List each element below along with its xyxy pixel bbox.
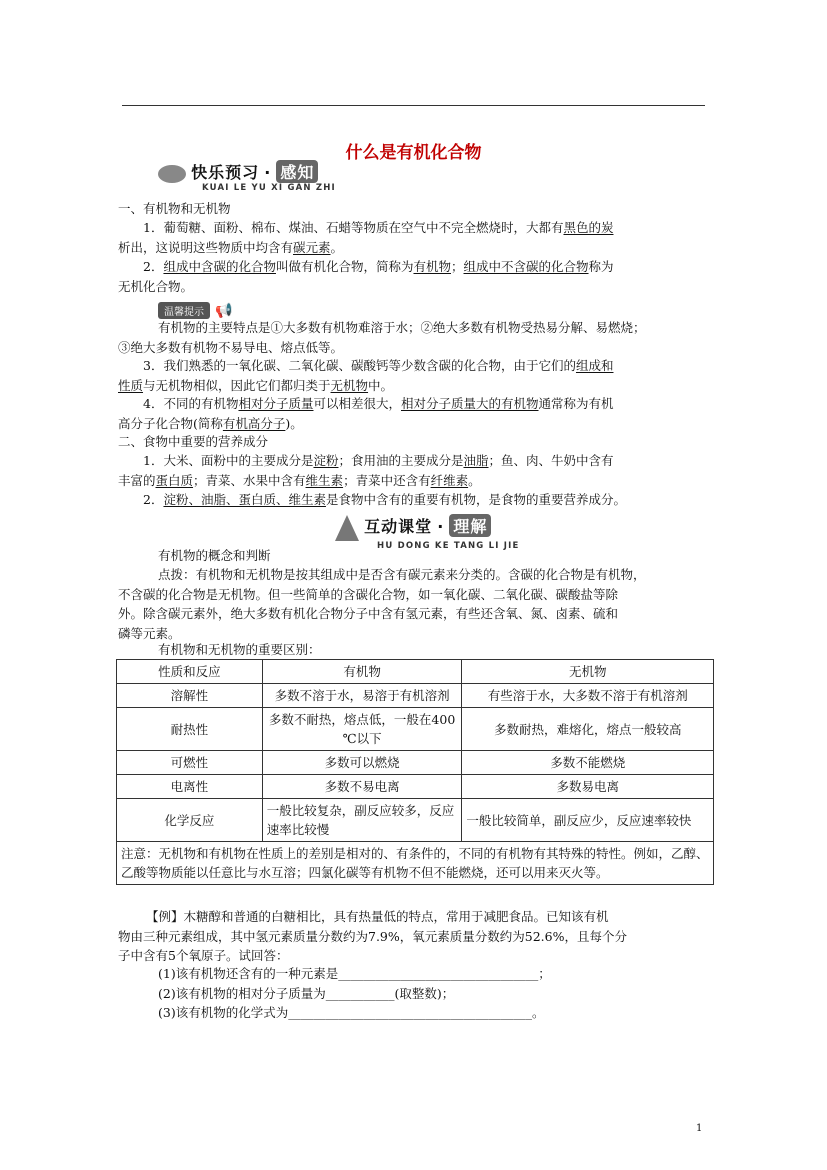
table-row — [117, 708, 714, 751]
banner-box: 理解 — [449, 514, 491, 537]
text: 1．大米、面粉中的主要成分是 — [143, 453, 314, 468]
underlined-answer: 无机物 — [330, 377, 369, 393]
s1-para3 — [118, 356, 706, 395]
text: 。 — [468, 472, 481, 488]
example — [118, 907, 706, 966]
text: ；食用油的主要成分是 — [338, 453, 464, 468]
table-cell: 耐热性 — [117, 708, 263, 751]
banner-text: 互动课堂 — [364, 517, 433, 536]
question: (3)该有机物的化学式为_______________________________________。 — [158, 1005, 545, 1020]
text: 是食物中含有的重要有机物，是食物的重要营养成分。 — [325, 492, 626, 507]
s2-heading: 二、食物中重要的营养成分 — [118, 434, 269, 449]
table-cell: 化学反应 — [117, 799, 263, 842]
header-rule — [122, 105, 705, 106]
underlined-answer: 淀粉 — [313, 453, 339, 468]
table-cell: 电离性 — [117, 775, 263, 799]
concept-heading — [118, 546, 706, 566]
text: 叫做有机化合物，简称为 — [275, 259, 414, 274]
text: 丰富的 — [118, 472, 156, 488]
text: )。 — [285, 415, 303, 431]
text: ；青菜、水果中含有 — [193, 472, 306, 488]
text: 1．葡萄糖、面粉、棉布、煤油、石蜡等物质在空气中不完全燃烧时，大都有 — [143, 220, 564, 235]
text: 外。除含碳元素外，绝大多数有机化合物分子中含有氢元素，有些还含氧、氮、卤素、硫和 — [118, 606, 619, 621]
page-title: 什么是有机化合物 — [345, 143, 482, 163]
text: ；鱼、肉、牛奶中含有 — [488, 453, 614, 468]
table-row — [117, 751, 714, 775]
table-header-row — [117, 660, 714, 684]
text: 木糖醇和普通的白糖相比，具有热量低的特点，常用于减肥食品。已知该有机 — [183, 909, 609, 924]
table-cell: 多数耐热，难熔化，熔点一般较高 — [462, 708, 714, 751]
underlined-answer: 有机物 — [413, 259, 451, 274]
text: 不含碳的化合物是无机物。但一些简单的含碳化合物，如一氧化碳、二氧化碳、碳酸盐等除 — [118, 586, 619, 602]
table-cell: 溶解性 — [117, 684, 263, 708]
text: 称为 — [588, 259, 614, 274]
text: 有机物和无机物的重要区别： — [158, 642, 321, 657]
banner-pinyin: HU DONG KE TANG LI JIE — [377, 540, 520, 551]
s1-para4 — [118, 394, 706, 433]
table-cell: 有些溶于水，大多数不溶于有机溶剂 — [462, 684, 714, 708]
underlined-answer: 组成中含碳的化合物 — [163, 259, 276, 274]
table-cell: 一般比较复杂，副反应较多，反应速率比较慢 — [262, 799, 462, 842]
table-note: 注意：无机物和有机物在性质上的差别是相对的、有条件的，不同的有机物有其特殊的特性。例如，乙醇、乙酸等物质能以任意比与水互溶；四氯化碳等有机物不但不能燃烧，还可以用来灭火等。 — [117, 842, 714, 885]
table-note-row — [117, 842, 714, 885]
s2-para2 — [118, 490, 706, 510]
text: ；青菜中还含有 — [343, 472, 431, 488]
text: ； — [451, 259, 464, 274]
text: 中。 — [368, 377, 394, 393]
underlined-answer: 蛋白质 — [155, 472, 194, 488]
banner-box: 感知 — [276, 160, 318, 183]
s1-heading: 一、有机物和无机物 — [118, 201, 231, 216]
example-tag: 【例】 — [146, 909, 184, 924]
underlined-answer: 有机高分子 — [222, 415, 286, 431]
table-row — [117, 799, 714, 842]
underlined-answer: 组成和 — [575, 358, 614, 373]
text: 子中含有5个氧原子。试回答： — [118, 948, 289, 963]
text: 点拨：有机物和无机物是按其组成中是否含有碳元素来分类的。含碳的化合物是有机物， — [158, 567, 646, 582]
text: 可以相差很大， — [313, 396, 401, 411]
banner-pinyin: KUAI LE YU XI GAN ZHI — [202, 183, 336, 193]
section-banner-preview — [158, 160, 336, 193]
s2-para1 — [118, 451, 706, 490]
table-cell: 多数不能燃烧 — [462, 751, 714, 775]
table-cell: 多数不耐热，熔点低，一般在400 ℃以下 — [262, 708, 462, 751]
sailboat-icon — [335, 515, 359, 541]
text: 4．不同的有机物 — [143, 396, 239, 411]
underlined-answer: 纤维素 — [430, 472, 469, 488]
comparison-table — [116, 659, 714, 885]
text: 。 — [330, 239, 344, 255]
tip-text — [118, 318, 706, 357]
question: (1)该有机物还含有的一种元素是________________________________； — [158, 966, 551, 981]
text: 有机物的主要特点是①大多数有机物难溶于水；②绝大多数有机物受热易分解、易燃烧； — [158, 320, 646, 335]
table-cell: 多数易电离 — [462, 775, 714, 799]
underlined-answer: 相对分子质量大的有机物 — [401, 396, 539, 411]
banner-text: 快乐预习 — [191, 163, 260, 182]
table-cell: 一般比较简单，副反应少，反应速率较快 — [462, 799, 714, 842]
table-intro — [118, 640, 706, 660]
table-header: 有机物 — [262, 660, 462, 684]
s1-para1 — [118, 218, 706, 257]
table-cell: 多数不易电离 — [262, 775, 462, 799]
megaphone-icon: 📢 — [215, 303, 233, 319]
text: 2． — [143, 492, 164, 507]
text: 高分子化合物(简称 — [118, 415, 223, 431]
table-cell: 可燃性 — [117, 751, 263, 775]
banner-dot: · — [264, 163, 272, 182]
text: 与无机物相似，因此它们都归类于 — [143, 377, 331, 393]
concept-body — [118, 565, 706, 643]
underlined-answer: 碳元素 — [293, 239, 331, 255]
text: ③绝大多数有机物不易导电、熔点低等。 — [118, 339, 344, 355]
text: 析出，这说明这些物质中均含有 — [118, 239, 294, 255]
text: 2． — [143, 259, 164, 274]
example-questions — [118, 964, 706, 1023]
tip-label-text: 温馨提示 — [158, 302, 210, 319]
underlined-answer: 油脂 — [463, 453, 489, 468]
table-header: 性质和反应 — [117, 660, 263, 684]
banner-dot: · — [437, 517, 445, 536]
text: 磷等元素。 — [118, 625, 181, 641]
underlined-answer: 淀粉、油脂、蛋白质、维生素 — [163, 492, 326, 507]
table-row — [117, 775, 714, 799]
text: 无机化合物。 — [118, 278, 194, 294]
underlined-answer: 性质 — [118, 377, 144, 393]
table-cell: 多数可以燃烧 — [262, 751, 462, 775]
puzzle-icon — [158, 165, 186, 183]
question: (2)该有机物的相对分子质量为___________(取整数)； — [158, 985, 455, 1001]
s1-para2 — [118, 257, 706, 296]
table-header: 无机物 — [462, 660, 714, 684]
tip-label — [158, 300, 233, 319]
underlined-answer: 黑色的炭 — [563, 220, 614, 235]
text: 3．我们熟悉的一氧化碳、二氧化碳、碳酸钙等少数含碳的化合物，由于它们的 — [143, 358, 576, 373]
table-row — [117, 684, 714, 708]
text: 物由三种元素组成，其中氢元素质量分数约为7.9%，氧元素质量分数约为52.6%，且每个分 — [118, 928, 627, 944]
table-cell: 多数不溶于水，易溶于有机溶剂 — [262, 684, 462, 708]
underlined-answer: 维生素 — [305, 472, 344, 488]
text: 有机物的概念和判断 — [158, 548, 271, 563]
page-number: 1 — [696, 1123, 703, 1134]
underlined-answer: 组成中不含碳的化合物 — [463, 259, 589, 274]
text: 通常称为有机 — [538, 396, 614, 411]
underlined-answer: 相对分子质量 — [238, 396, 314, 411]
